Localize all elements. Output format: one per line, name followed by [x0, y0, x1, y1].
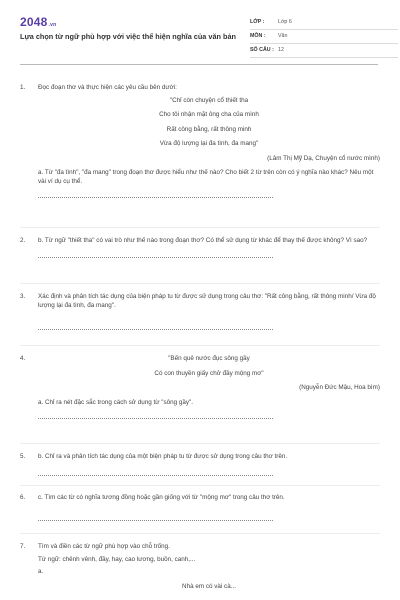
question-number: 1. — [20, 84, 26, 91]
question-text: a. Từ "đa tình", "đa mang" trong đoạn thơ được hiểu như thế nào? Cho biết 2 từ trên còn có ý nghĩa nào khác? Nêu một vài ví dụ cụ thể. — [38, 169, 374, 185]
question-2 — [20, 237, 380, 258]
question-5 — [20, 453, 380, 476]
question-separator — [20, 227, 380, 228]
question-prompt: Đọc đoạn thơ và thực hiện các yêu cầu bên dưới: — [38, 84, 177, 91]
poem-block — [38, 355, 380, 378]
worksheet-meta — [250, 16, 398, 58]
question-text: a. Chỉ ra nét đặc sắc trong cách sử dụng từ "sông gầy". — [38, 398, 194, 406]
question-6 — [20, 494, 380, 521]
poem-line: Vừa độ lượng lại đa tình, đa mang" — [159, 140, 259, 147]
question-number: 5. — [20, 453, 26, 460]
question-separator — [20, 283, 380, 284]
question-4 — [20, 355, 380, 419]
worksheet-header — [20, 14, 378, 58]
header-divider — [20, 64, 378, 65]
poem-source: (Nguyễn Đức Mậu, Hoa bìm) — [299, 384, 380, 391]
meta-key: MÔN : — [250, 32, 266, 39]
question-3 — [20, 293, 380, 330]
question-text: b. Từ ngữ "thiết tha" có vai trò như thế nào trong đoạn thơ? Có thể sử dụng từ khác để thay thế được không? Vì sao? — [38, 237, 368, 244]
question-number: 6. — [20, 494, 26, 501]
question-number: 7. — [20, 543, 26, 550]
question-separator — [20, 443, 380, 444]
question-number: 2. — [20, 237, 26, 244]
answer-blank[interactable] — [38, 468, 273, 476]
sub-part-label: a. — [38, 568, 44, 575]
meta-key: SỐ CÂU : — [250, 46, 274, 53]
word-bank: Từ ngữ: chênh vênh, đầy, hay, cao lương, buồn, canh,... — [38, 555, 196, 563]
meta-row-count — [250, 44, 398, 58]
question-number: 3. — [20, 293, 26, 300]
answer-blank[interactable] — [38, 322, 273, 330]
question-separator — [20, 345, 380, 346]
question-separator — [20, 533, 380, 534]
question-text: c. Tìm các từ có nghĩa tương đồng hoặc gần giống với từ "mộng mơ" trong câu thơ trên. — [38, 494, 285, 501]
worksheet-title: Lựa chọn từ ngữ phù hợp với việc thể hiện nghĩa của văn bản — [20, 32, 236, 41]
answer-blank[interactable] — [38, 411, 273, 419]
poem-line: Cho tôi nhận mặt ông cha của mình — [159, 111, 259, 118]
question-text: b. Chỉ ra và phân tích tác dụng của một biện pháp tu từ được sử dụng trong câu thơ trên. — [38, 453, 288, 460]
answer-blank[interactable] — [38, 513, 273, 521]
meta-key: LỚP : — [250, 18, 265, 25]
poem-line: Có con thuyền giấy chở đầy mộng mơ" — [154, 369, 264, 377]
question-prompt: Tìm và điền các từ ngữ phù hợp vào chỗ trống. — [38, 543, 170, 550]
poem-block — [38, 97, 380, 149]
meta-value: Văn — [278, 32, 288, 39]
question-1 — [20, 84, 380, 198]
meta-value: Lớp 6 — [278, 18, 292, 25]
question-text: Xác định và phân tích tác dụng của biện pháp tu từ được sử dụng trong câu thơ: "Rất công bằng, rất thông minh/ Vừa độ lượng lại đa tình, đa mang". — [38, 293, 376, 309]
site-logo[interactable]: 2048.vn — [20, 15, 57, 29]
poem-line: "Bến quê nước đục sông gầy — [168, 355, 250, 362]
question-number: 4. — [20, 355, 26, 362]
question-7 — [20, 543, 380, 591]
meta-row-subject — [250, 30, 398, 44]
answer-blank[interactable] — [38, 190, 273, 198]
question-separator — [20, 485, 380, 486]
fill-in-line: Nhà em có vài cà... — [182, 582, 236, 590]
meta-row-class — [250, 16, 398, 30]
poem-line: Rất công bằng, rất thông minh — [166, 125, 252, 133]
poem-line: "Chỉ còn chuyện cổ thiết tha — [169, 96, 249, 104]
meta-value: 12 — [278, 46, 284, 53]
answer-blank[interactable] — [38, 250, 273, 258]
poem-source: (Lâm Thị Mỹ Dạ, Chuyện cổ nước mình) — [267, 154, 380, 162]
